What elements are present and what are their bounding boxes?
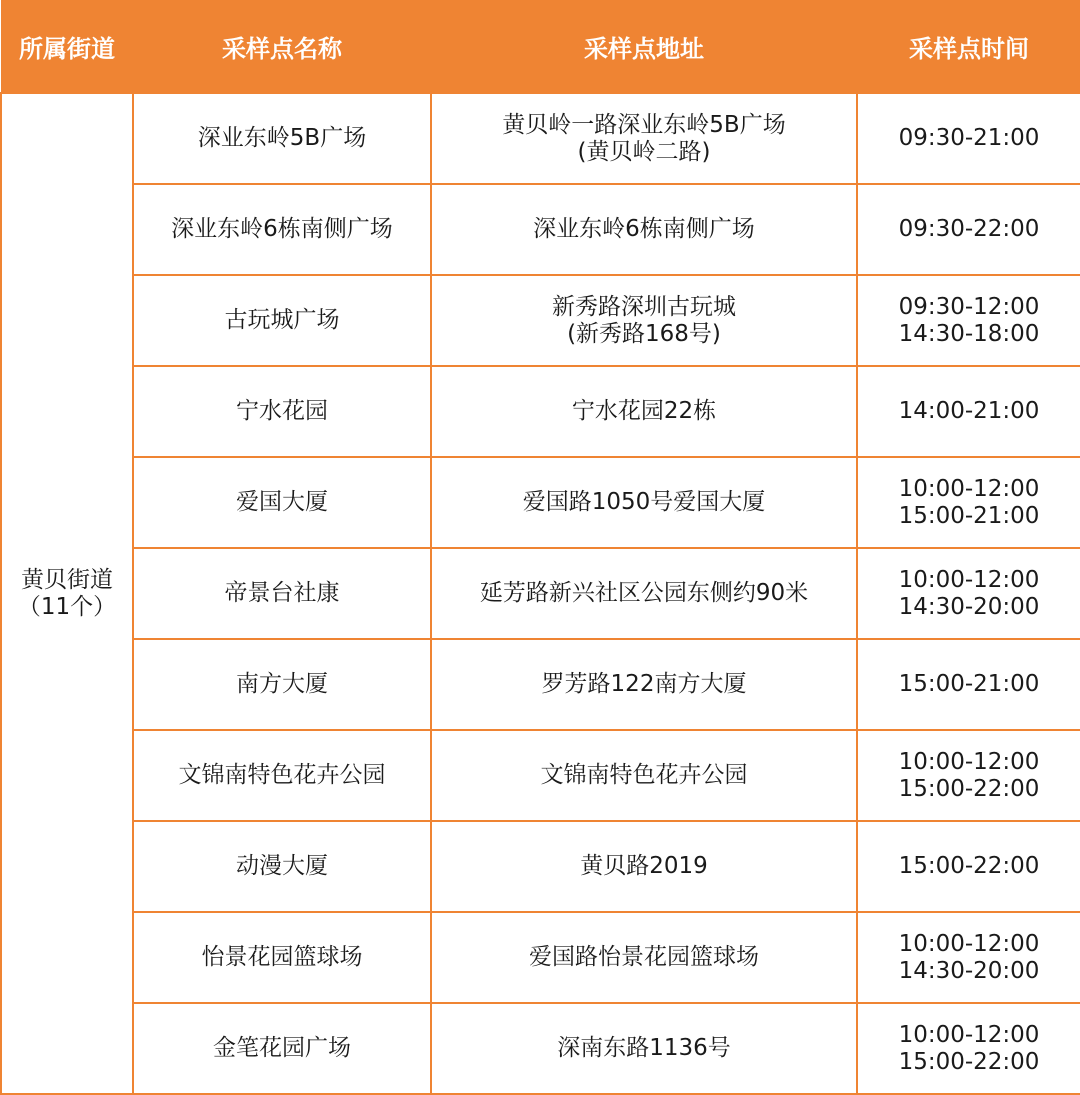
site-time-line: 15:00-22:00 xyxy=(898,1048,1040,1075)
table-row xyxy=(1,548,1080,639)
site-address-line: (新秀路168号) xyxy=(567,320,721,347)
table-row xyxy=(1,730,1080,821)
site-address-line: 罗芳路122南方大厦 xyxy=(541,671,747,697)
site-address-line: 深业东岭6栋南侧广场 xyxy=(533,216,755,242)
site-time-cell xyxy=(857,366,1080,457)
site-time-cell xyxy=(857,821,1080,912)
site-name-cell: 文锦南特色花卉公园 xyxy=(133,730,431,821)
site-name-cell: 深业东岭6栋南侧广场 xyxy=(133,184,431,275)
site-time-line: 10:00-12:00 xyxy=(898,930,1040,957)
site-time-cell xyxy=(857,184,1080,275)
site-name-cell: 宁水花园 xyxy=(133,366,431,457)
site-address-line: 深南东路1136号 xyxy=(557,1035,731,1061)
site-time-line: 14:30-18:00 xyxy=(898,320,1040,347)
site-address-line: 爱国路1050号爱国大厦 xyxy=(522,489,766,515)
site-time-line: 15:00-21:00 xyxy=(898,502,1040,529)
site-time-cell xyxy=(857,548,1080,639)
table-row xyxy=(1,366,1080,457)
street-cell xyxy=(1,93,133,1094)
table-row xyxy=(1,275,1080,366)
site-address-cell xyxy=(431,93,857,184)
site-address-line: 黄贝路2019 xyxy=(580,853,708,879)
site-address-cell xyxy=(431,730,857,821)
header-site-address: 采样点地址 xyxy=(431,0,857,93)
table-body xyxy=(1,93,1080,1094)
site-name-cell: 南方大厦 xyxy=(133,639,431,730)
site-time-line: 09:30-12:00 xyxy=(898,293,1040,320)
site-time-line: 14:30-20:00 xyxy=(898,957,1040,984)
site-address-line: 宁水花园22栋 xyxy=(571,398,717,424)
site-address-cell xyxy=(431,821,857,912)
header-street: 所属街道 xyxy=(1,0,133,93)
table-row xyxy=(1,639,1080,730)
site-address-line: 延芳路新兴社区公园东侧约90米 xyxy=(479,580,809,606)
site-time-cell xyxy=(857,1003,1080,1094)
site-address-cell xyxy=(431,275,857,366)
table-row xyxy=(1,184,1080,275)
site-time-cell xyxy=(857,93,1080,184)
site-time-line: 14:00-21:00 xyxy=(898,398,1040,424)
site-name-cell: 怡景花园篮球场 xyxy=(133,912,431,1003)
site-name-cell: 古玩城广场 xyxy=(133,275,431,366)
site-address-line: 新秀路深圳古玩城 xyxy=(552,293,736,320)
site-address-cell xyxy=(431,184,857,275)
site-address-cell xyxy=(431,1003,857,1094)
table-header-row xyxy=(1,0,1080,93)
site-time-line: 10:00-12:00 xyxy=(898,475,1040,502)
site-time-line: 15:00-22:00 xyxy=(898,775,1040,802)
table-row xyxy=(1,912,1080,1003)
street-label-line: 黄贝街道 xyxy=(21,566,113,593)
site-name-cell: 动漫大厦 xyxy=(133,821,431,912)
site-name-cell: 金笔花园广场 xyxy=(133,1003,431,1094)
site-name-cell: 深业东岭5B广场 xyxy=(133,93,431,184)
site-address-cell xyxy=(431,457,857,548)
site-address-line: 黄贝岭一路深业东岭5B广场 xyxy=(502,111,786,138)
site-time-line: 09:30-22:00 xyxy=(898,216,1040,242)
site-time-line: 10:00-12:00 xyxy=(898,566,1040,593)
site-name-cell: 帝景台社康 xyxy=(133,548,431,639)
site-address-cell xyxy=(431,912,857,1003)
site-time-cell xyxy=(857,912,1080,1003)
site-time-line: 15:00-21:00 xyxy=(898,671,1040,697)
table-row xyxy=(1,93,1080,184)
site-time-line: 14:30-20:00 xyxy=(898,593,1040,620)
site-time-line: 15:00-22:00 xyxy=(898,853,1040,879)
site-address-line: (黄贝岭二路) xyxy=(577,138,711,165)
site-address-cell xyxy=(431,639,857,730)
site-name-cell: 爱国大厦 xyxy=(133,457,431,548)
site-address-line: 爱国路怡景花园篮球场 xyxy=(529,944,759,970)
table-row xyxy=(1,821,1080,912)
header-site-time: 采样点时间 xyxy=(857,0,1080,93)
site-time-line: 10:00-12:00 xyxy=(898,1021,1040,1048)
site-time-line: 09:30-21:00 xyxy=(898,125,1040,151)
site-time-line: 10:00-12:00 xyxy=(898,748,1040,775)
site-time-cell xyxy=(857,730,1080,821)
header-site-name: 采样点名称 xyxy=(133,0,431,93)
table-row xyxy=(1,1003,1080,1094)
site-time-cell xyxy=(857,275,1080,366)
site-time-cell xyxy=(857,457,1080,548)
table-row xyxy=(1,457,1080,548)
site-address-cell xyxy=(431,366,857,457)
street-label-line: （11个） xyxy=(17,593,117,620)
site-address-line: 文锦南特色花卉公园 xyxy=(540,762,748,788)
site-time-cell xyxy=(857,639,1080,730)
site-address-cell xyxy=(431,548,857,639)
